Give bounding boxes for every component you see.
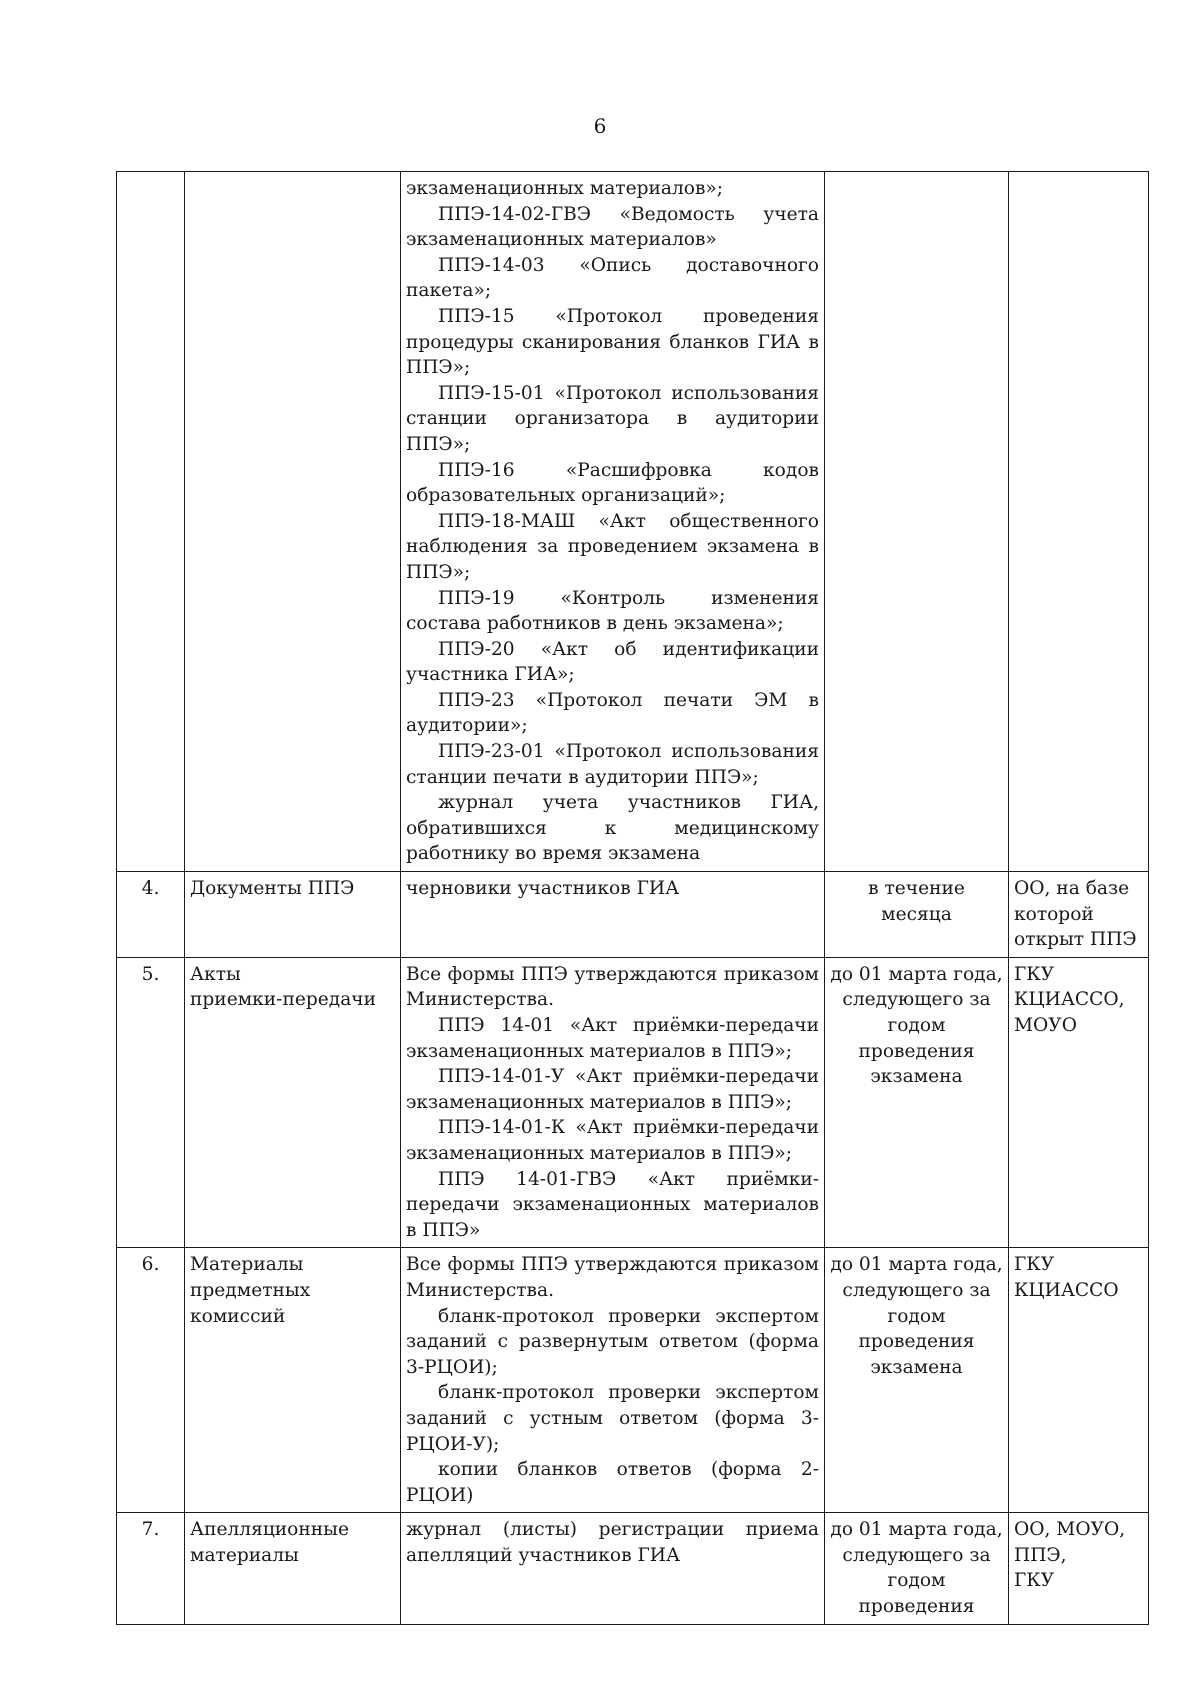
document-item: ППЭ-16 «Расшифровка кодов образовательных организаций»; (406, 459, 819, 507)
term-line: следующего за (842, 989, 991, 1011)
row-name (185, 957, 401, 1248)
location-line: открыт ППЭ (1014, 929, 1137, 951)
name-line: Акты (190, 963, 241, 985)
term-line: экзамена (870, 1066, 963, 1088)
documents-intro: Все формы ППЭ утверждаются приказом Министерства. (406, 1254, 819, 1301)
term-line: годом проведения (858, 1570, 975, 1618)
table-row (117, 872, 1149, 958)
row-documents-cell (401, 957, 825, 1248)
row-number: 6. (117, 1248, 185, 1513)
document-item: ППЭ-14-01-У «Акт приёмки-передачи экзаменационных материалов в ППЭ»; (406, 1066, 819, 1113)
term-line: до 01 марта года, (830, 1254, 1003, 1276)
row-documents-cell (401, 872, 825, 958)
document-item: ППЭ-15-01 «Протокол использования станции организатора в аудитории ППЭ»; (406, 382, 819, 455)
term-line: до 01 марта года, (830, 963, 1003, 985)
row-term-cell (825, 172, 1009, 872)
term-line: следующего за (842, 1544, 991, 1566)
row-term (825, 1513, 1009, 1624)
table-row (117, 957, 1149, 1248)
table-row (117, 1513, 1149, 1624)
row-number: 7. (117, 1513, 185, 1624)
row-name (185, 1248, 401, 1513)
term-line: до 01 марта года, (830, 1519, 1003, 1541)
location-line: КЦИАССО (1014, 1279, 1119, 1301)
document-item: журнал (листы) регистрации приема апелляций участников ГИА (406, 1519, 819, 1566)
row-num-cell (117, 172, 185, 872)
document-item: экзаменационных материалов»; (406, 178, 724, 199)
document-item: бланк-протокол проверки экспертом заданий с устным ответом (форма 3-РЦОИ-У); (406, 1382, 819, 1455)
row-location (1009, 872, 1149, 958)
row-term (825, 957, 1009, 1248)
document-item: бланк-протокол проверки экспертом заданий с развернутым ответом (форма 3-РЦОИ); (406, 1305, 819, 1378)
document-item: ППЭ 14-01-ГВЭ «Акт приёмки-передачи экзаменационных материалов в ППЭ» (406, 1168, 819, 1241)
row-documents-cell (401, 172, 825, 872)
row-location (1009, 1513, 1149, 1624)
row-term: в течение месяца (825, 872, 1009, 958)
document-item: ППЭ-15 «Протокол проведения процедуры сканирования бланков ГИА в ППЭ»; (406, 305, 819, 379)
row-name (185, 1513, 401, 1624)
row-name-cell (185, 172, 401, 872)
document-item: черновики участников ГИА (406, 878, 680, 900)
document-item: ППЭ-23 «Протокол печати ЭМ в аудитории»; (406, 689, 819, 737)
document-item: ППЭ-14-01-К «Акт приёмки-передачи экзаменационных материалов в ППЭ»; (406, 1117, 819, 1164)
row-location (1009, 957, 1149, 1248)
term-line: следующего за (842, 1279, 991, 1301)
row-location (1009, 1248, 1149, 1513)
row-documents-cell (401, 1248, 825, 1513)
document-item: ППЭ-19 «Контроль изменения состава работников в день экзамена»; (406, 587, 819, 635)
term-line: годом проведения (858, 1015, 975, 1062)
name-line: Апелляционные (190, 1519, 349, 1541)
document-item: копии бланков ответов (форма 2-РЦОИ) (406, 1459, 819, 1506)
name-line: предметных (190, 1279, 311, 1301)
row-name: Документы ППЭ (185, 872, 401, 958)
location-line: КЦИАССО, (1014, 989, 1125, 1011)
row-number: 5. (117, 957, 185, 1248)
location-line: ГКУ (1014, 1254, 1055, 1276)
row-term (825, 1248, 1009, 1513)
term-line: экзамена (870, 1356, 963, 1378)
term-line: годом проведения (858, 1305, 975, 1353)
row-location-cell (1009, 172, 1149, 872)
document-item: ППЭ-18-МАШ «Акт общественного наблюдения за проведением экзамена в ППЭ»; (406, 510, 819, 583)
name-line: Материалы (190, 1254, 304, 1276)
location-line: ППЭ, (1014, 1544, 1067, 1566)
document-item: журнал учета участников ГИА, обратившихся к медицинскому работнику во время экзамена (406, 792, 819, 865)
row-number: 4. (117, 872, 185, 958)
name-line: приемки-передачи (190, 989, 376, 1011)
table-row-continued (117, 172, 1149, 872)
document-item: ППЭ-14-03 «Опись доставочного пакета»; (406, 254, 819, 302)
location-line: ГКУ (1014, 1570, 1055, 1592)
document-item: ППЭ-23-01 «Протокол использования станции печати в аудитории ППЭ»; (406, 741, 819, 788)
document-item: ППЭ-20 «Акт об идентификации участника ГИА»; (406, 638, 819, 686)
location-line: которой (1014, 903, 1094, 925)
location-line: ОО, МОУО, (1014, 1519, 1126, 1541)
page-number: 6 (593, 114, 607, 138)
name-line: комиссий (190, 1305, 286, 1327)
archive-table (116, 171, 1149, 1625)
documents-intro: Все формы ППЭ утверждаются приказом Министерства. (406, 963, 819, 1011)
location-line: ОО, на базе (1014, 878, 1130, 900)
name-line: материалы (190, 1544, 299, 1566)
document-item: ППЭ 14-01 «Акт приёмки-передачи экзаменационных материалов в ППЭ»; (406, 1015, 819, 1062)
location-line: ГКУ (1014, 963, 1055, 985)
location-line: МОУО (1014, 1015, 1077, 1036)
document-item: ППЭ-14-02-ГВЭ «Ведомость учета экзаменационных материалов» (406, 203, 819, 251)
row-documents-cell (401, 1513, 825, 1624)
table-row (117, 1248, 1149, 1513)
